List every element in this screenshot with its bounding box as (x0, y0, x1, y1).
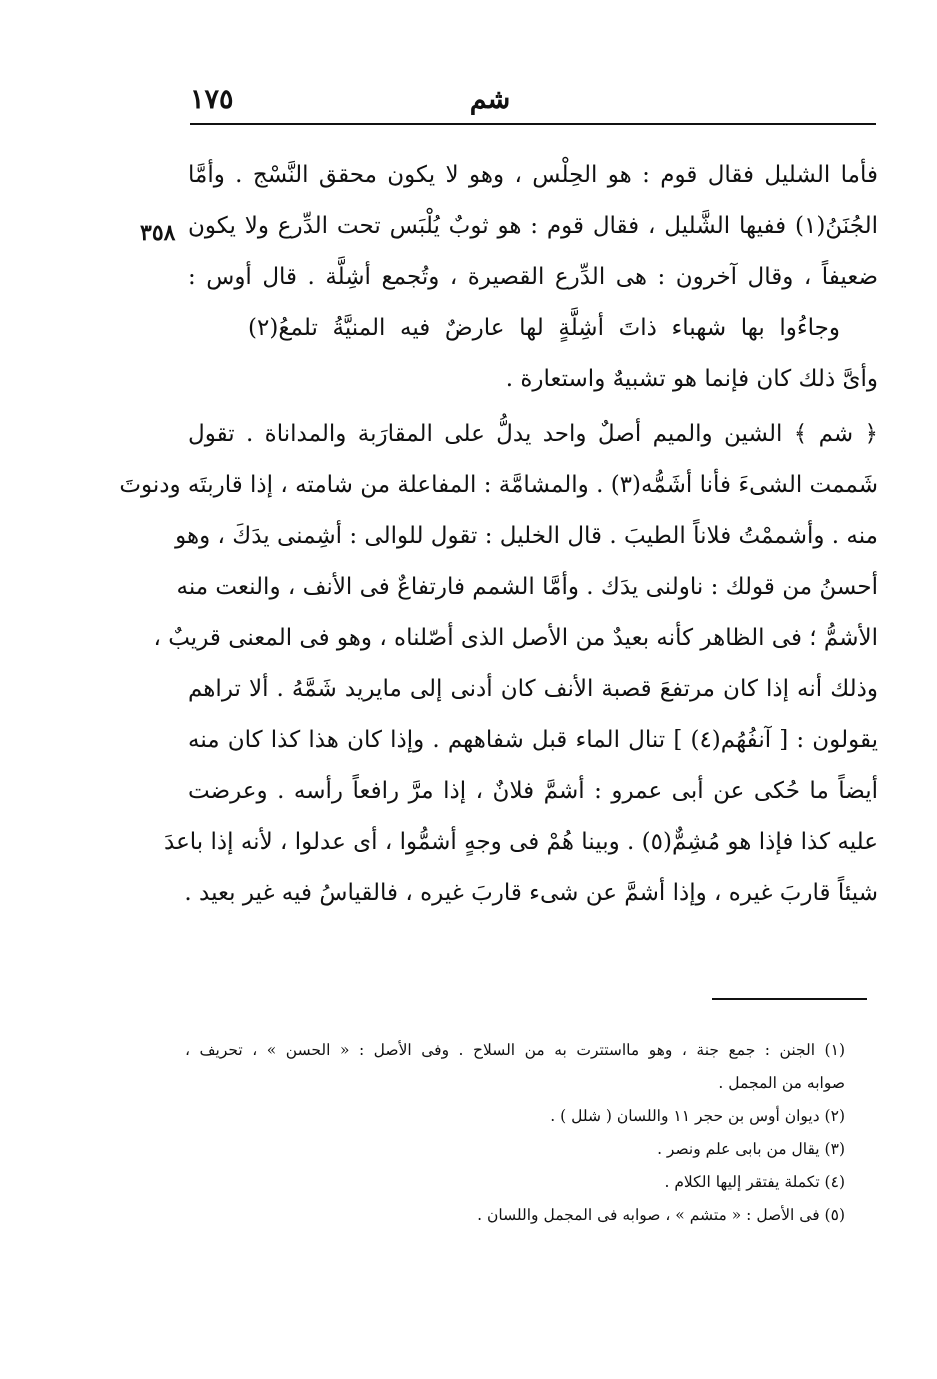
footnote-3: (٣) يقال من بابى علم ونصر . (657, 1140, 845, 1158)
body-line: أحسنُ من قولك : ناولنى يدَك . وأمَّا الشمم فارتفاعٌ فى الأنف ، والنعت منه (176, 574, 878, 600)
body-line: عليه كذا فإذا هو مُشِمٌّ(٥) . وبينا هُمْ فى وجهٍ أشمُّوا ، أى عدلوا ، لأنه إذا باعدَ (164, 829, 878, 855)
margin-number: ٣٥٨ (140, 220, 176, 246)
body-line: أيضاً ما حُكى عن أبى عمرو : أشمَّ فلانٌ ، إذا مرَّ رافعاً رأسه . وعرضت (188, 778, 878, 804)
body-line: وذلك أنه إذا كان مرتفعَ قصبة الأنف كان أدنى إلى مايريد شَمَّهُ . ألا تراهم (188, 676, 878, 702)
entry-heading-line: ﴿ شم ﴾ الشين والميم أصلٌ واحد يدلُّ على المقارَبة والمداناة . تقول (188, 421, 878, 447)
body-line: منه . وأشممْتُ فلاناً الطيبَ . قال الخليل : تقول للوالى : أشِمنى يدَكَ ، وهو (175, 523, 878, 549)
body-line: يقولون : [ آنفُهُم(٤) ] تنال الماء قبل شفاههم . وإذا كان هذا كذا كان منه (188, 727, 878, 753)
footnote-1: (١) الجنن : جمع جنة ، وهو مااستترت به من السلاح . وفى الأصل : « الحسن » ، تحريف ، (185, 1041, 845, 1059)
footnote-2: (٢) ديوان أوس بن حجر ١١ واللسان ( شلل ) . (550, 1107, 845, 1125)
body-line: الأشمُّ ؛ فى الظاهر كأنه بعيدٌ من الأصل الذى أصّلناه ، وهو فى المعنى قريبٌ ، (153, 625, 878, 651)
page-number: ١٧٥ (190, 84, 234, 115)
footnote-1-continued: صوابه من المجمل . (718, 1074, 845, 1092)
verse-line: وجاءُوا بها شهباء ذاتَ أشِلَّةٍ لها عارضٌ فيه المنيَّةُ تلمعُ(٢) (248, 315, 840, 341)
running-header-title: شم (469, 84, 511, 115)
header-divider (190, 123, 876, 125)
body-line: وأىَّ ذلك كان فإنما هو تشبيهٌ واستعارة . (505, 366, 878, 392)
body-line: الجُنَنُ(١) ففيها الشَّليل ، فقال قوم : هو ثوبٌ يُلْبَس تحت الدِّرع ولا يكون (188, 213, 878, 239)
footnote-divider (712, 998, 867, 1000)
body-line: ضعيفاً ، وقال آخرون : هى الدِّرع القصيرة ، وتُجمع أشِلَّة . قال أوس : (188, 264, 878, 290)
footnote-5: (٥) فى الأصل : « متشم » ، صوابه فى المجمل واللسان . (477, 1206, 845, 1224)
body-line: شيئاً قاربَ غيره ، وإذا أشمَّ عن شىء قاربَ غيره ، فالقياسُ فيه غير بعيد . (184, 880, 878, 906)
footnote-4: (٤) تكملة يفتقر إليها الكلام . (664, 1173, 845, 1191)
body-line: شَممت الشىءَ فأنا أشَمُّه(٣) . والمشامَّة : المفاعلة من شامته ، إذا قاربتَه ودنوتَ (119, 472, 878, 498)
footnotes (185, 1034, 845, 1232)
body-line: فأما الشليل فقال قوم : هو الحِلْس ، وهو لا يكون محقق النَّسْج . وأمَّا (188, 162, 878, 188)
